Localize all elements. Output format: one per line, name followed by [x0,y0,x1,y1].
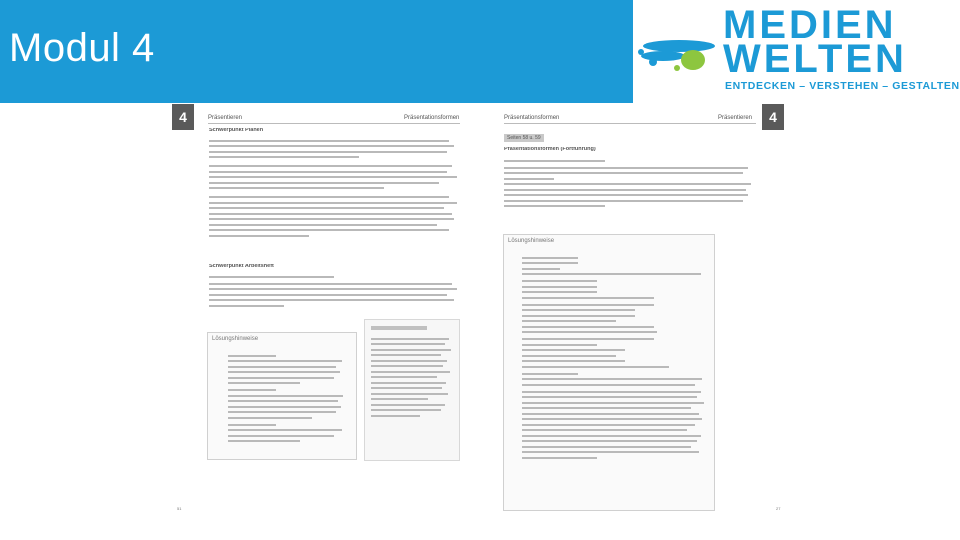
left-text-block-1 [209,136,459,260]
left-page-thumbnail [364,319,460,461]
left-chapter-tab: 4 [172,104,194,130]
right-head-rule [504,123,756,124]
logo-tagline: ENTDECKEN – VERSTEHEN – GESTALTEN [725,80,960,92]
left-text-block-2 [209,272,459,318]
logo-word-welten: WELTEN [723,37,907,81]
right-page-number: 27 [776,506,781,511]
right-pages-badge: Seiten 58 u. 59 [504,134,544,142]
medienwelten-logo [633,0,960,103]
left-head-rule [208,123,460,124]
left-page-number: 51 [177,506,182,511]
right-intro-text [504,156,756,230]
right-running-head-left: Präsentationsformen [504,115,560,121]
right-book-page [500,104,790,514]
left-running-head-right: Präsentationsformen [404,115,460,121]
left-solutions-box [207,332,357,460]
left-thumbnail-text [371,334,453,454]
slide-title: Modul 4 [9,26,155,70]
left-solutions-text [228,351,348,455]
left-solutions-label: Lösungshinweise [212,336,259,342]
left-running-head-left: Präsentieren [208,115,243,121]
left-section-arbeitsheft-title: Schwerpunkt Arbeitsheft [209,264,274,269]
right-solutions-box [503,234,715,511]
logo-mark-icon [633,30,725,80]
right-solutions-text [522,253,710,507]
right-solutions-label: Lösungshinweise [508,238,555,244]
right-heading: Präsentationsformen (Fortführung) [504,147,596,152]
right-chapter-tab: 4 [762,104,784,130]
slide-header [0,0,960,103]
logo-word-medien: MEDIEN [723,3,897,47]
left-section-planen-title: Schwerpunkt Planen [209,128,264,133]
left-book-page [172,104,464,514]
right-running-head-right: Präsentieren [718,115,753,121]
